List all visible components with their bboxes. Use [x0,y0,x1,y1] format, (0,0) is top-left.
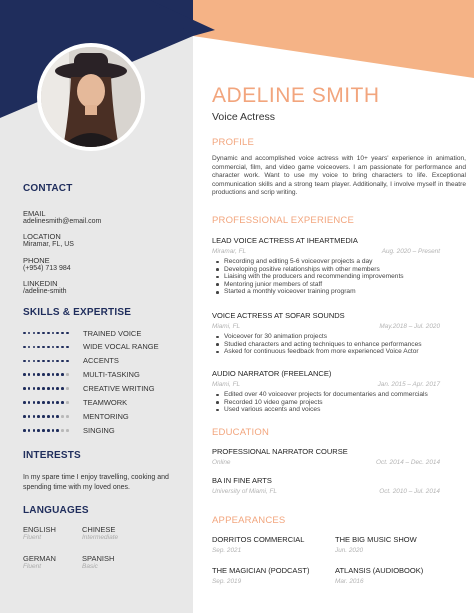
language-item [23,525,56,541]
rating-dot [56,387,59,390]
rating-dot [66,373,69,376]
rating-dot [47,373,50,376]
rating-dot [23,332,26,335]
job-location-3: Miami, FL [212,381,241,388]
email-label: EMAIL [23,209,46,218]
rating-dot [56,373,59,376]
bullet-item: Used various accents and voices [214,406,428,414]
language-item [23,554,56,570]
appearance-title-1: DORRITOS COMMERCIAL [212,535,305,544]
languages-heading: LANGUAGES [23,505,89,516]
job-dates-3: Jan. 2015 – Apr. 2017 [377,381,440,388]
appearance-date-4: Mar. 2016 [335,578,364,585]
rating-dot [47,415,50,418]
rating-dot [66,332,69,335]
rating-dot [52,415,55,418]
experience-heading: PROFESSIONAL EXPERIENCE [212,215,355,226]
rating-dot [52,332,55,335]
bullet-item: Asked for continuous feedback from more experienced Voice Actor [214,348,422,356]
rating-dot [33,401,36,404]
rating-dot [37,332,40,335]
job-bullets-2 [214,333,422,356]
rating-dot [66,415,69,418]
rating-dot [61,332,64,335]
skill-name: MENTORING [83,411,129,421]
language-level: Fluent [23,534,42,541]
skill-rating [23,360,83,363]
job-location-2: Miami, FL [212,323,241,330]
rating-dot [61,373,64,376]
bullet-item: Edited over 40 voiceover projects for documentaries and commercials [214,391,428,399]
bullet-item: Started a monthly voiceover training program [214,288,404,296]
rating-dot [42,332,45,335]
skill-item [23,411,129,421]
rating-dot [33,373,36,376]
skill-item [23,425,115,435]
rating-dot [42,415,45,418]
bullet-item: Recording and editing 5-6 voiceover projects a day [214,258,404,266]
skill-item [23,384,155,394]
rating-dot [42,346,45,349]
rating-dot [23,429,26,432]
skill-item [23,398,128,408]
linkedin-label: LINKEDIN [23,279,58,288]
job-dates-1: Aug. 2020 – Present [381,248,440,255]
rating-dot [37,387,40,390]
rating-dot [66,346,69,349]
language-name: CHINESE [82,525,116,534]
skill-item [23,342,159,352]
appearance-title-3: THE MAGICIAN (PODCAST) [212,566,310,575]
appearance-title-4: ATLANSIS (AUDIOBOOK) [335,566,424,575]
rating-dot [61,360,64,363]
rating-dot [23,401,26,404]
rating-dot [28,360,31,363]
bullet-item: Liaising with the producers and recommending improvements [214,273,404,281]
interests-text: In my spare time I enjoy travelling, cooking and spending time with my loved ones. [23,474,169,491]
rating-dot [47,387,50,390]
rating-dot [66,387,69,390]
rating-dot [56,346,59,349]
rating-dot [56,332,59,335]
contact-heading: CONTACT [23,183,73,194]
rating-dot [33,387,36,390]
bullet-item: Voiceover for 30 animation projects [214,333,422,341]
interests-heading: INTERESTS [23,450,81,461]
rating-dot [33,346,36,349]
rating-dot [42,387,45,390]
appearance-title-2: THE BIG MUSIC SHOW [335,535,417,544]
rating-dot [47,332,50,335]
rating-dot [47,360,50,363]
rating-dot [52,401,55,404]
rating-dot [47,401,50,404]
job-title-2: VOICE ACTRESS AT SOFAR SOUNDS [212,311,345,320]
rating-dot [56,360,59,363]
language-name: GERMAN [23,554,56,563]
skill-name: SINGING [83,425,115,435]
rating-dot [28,373,31,376]
profile-heading: PROFILE [212,137,255,148]
job-title-1: LEAD VOICE ACTRESS AT IHEARTMEDIA [212,236,358,245]
education-place-1: Online [212,459,231,466]
rating-dot [37,415,40,418]
appearance-date-2: Jun. 2020 [335,547,364,554]
rating-dot [42,429,45,432]
bullet-item: Developing positive relationships with other members [214,266,404,274]
education-heading: EDUCATION [212,427,270,438]
rating-dot [52,360,55,363]
rating-dot [52,373,55,376]
skill-rating [23,415,83,418]
language-level: Fluent [23,563,42,570]
linkedin-value[interactable]: /adeline-smith [23,288,67,295]
language-name: SPANISH [82,554,115,563]
rating-dot [28,332,31,335]
profile-text: Dynamic and accomplished voice actress with 10+ years' experience in animation, commercial, film, and video game voiceovers. I am passionate for performance and character work. Want to use my voice to bring characters to life. Exceptional communication skills and a strong team player. Additionally, I involve myself in theatre productions and scrip writing. [212,155,466,197]
job-title-3: AUDIO NARRATOR (FREELANCE) [212,369,332,378]
education-title-2: BA IN FINE ARTS [212,476,272,485]
rating-dot [23,360,26,363]
skill-rating [23,346,83,349]
bullet-item: Recorded 10 video game projects [214,399,428,407]
location-value: Miramar, FL, US [23,241,74,248]
profile-photo [37,43,145,151]
appearance-date-3: Sep. 2019 [212,578,242,585]
appearances-heading: APPEARANCES [212,515,286,526]
skill-rating [23,387,83,390]
job-bullets-1 [214,258,404,296]
skill-rating [23,373,83,376]
skill-item [23,356,119,366]
rating-dot [61,429,64,432]
skill-name: MULTI-TASKING [83,370,140,380]
job-bullets-3 [214,391,428,414]
portrait-image [41,47,141,147]
language-name: ENGLISH [23,525,56,534]
rating-dot [37,401,40,404]
rating-dot [52,346,55,349]
bullet-item: Mentoring junior members of staff [214,281,404,289]
location-label: LOCATION [23,232,61,241]
skills-heading: SKILLS & EXPERTISE [23,307,132,318]
rating-dot [47,429,50,432]
rating-dot [61,401,64,404]
education-dates-2: Oct. 2010 – Jul. 2014 [379,488,440,495]
rating-dot [23,415,26,418]
language-level: Basic [82,563,98,570]
education-place-2: University of Miami, FL [212,488,277,495]
job-location-1: Miramar, FL [212,248,247,255]
rating-dot [33,429,36,432]
job-title: Voice Actress [212,111,276,123]
rating-dot [28,387,31,390]
rating-dot [37,373,40,376]
rating-dot [37,346,40,349]
skill-rating [23,429,83,432]
skill-name: WIDE VOCAL RANGE [83,342,159,352]
rating-dot [66,360,69,363]
skill-name: CREATIVE WRITING [83,384,155,394]
rating-dot [37,360,40,363]
phone-label: PHONE [23,256,50,265]
rating-dot [42,373,45,376]
skill-rating [23,332,83,335]
rating-dot [23,387,26,390]
rating-dot [52,429,55,432]
email-value[interactable]: adelinesmith@email.com [23,218,102,225]
rating-dot [33,360,36,363]
rating-dot [56,415,59,418]
language-item [82,525,118,541]
skill-name: TEAMWORK [83,398,128,407]
rating-dot [23,346,26,349]
rating-dot [37,429,40,432]
rating-dot [28,346,31,349]
skill-item [23,370,140,380]
rating-dot [61,346,64,349]
rating-dot [23,373,26,376]
rating-dot [66,401,69,404]
rating-dot [28,429,31,432]
rating-dot [61,415,64,418]
rating-dot [28,415,31,418]
rating-dot [61,387,64,390]
language-level: Intermediate [82,534,119,541]
rating-dot [52,387,55,390]
education-title-1: PROFESSIONAL NARRATOR COURSE [212,447,348,456]
skill-rating [23,401,83,404]
bullet-item: Studied characters and acting techniques to enhance performances [214,341,422,349]
rating-dot [28,401,31,404]
rating-dot [47,346,50,349]
skill-item [23,328,142,338]
language-item [82,554,114,570]
rating-dot [42,401,45,404]
rating-dot [42,360,45,363]
rating-dot [56,401,59,404]
education-dates-1: Oct. 2014 – Dec. 2014 [376,459,440,466]
skill-name: ACCENTS [83,356,119,366]
appearance-date-1: Sep. 2021 [212,547,242,554]
rating-dot [33,415,36,418]
candidate-name: ADELINE SMITH [212,84,380,107]
phone-value[interactable]: (+954) 713 984 [23,265,71,272]
skill-name: TRAINED VOICE [83,328,142,338]
rating-dot [56,429,59,432]
rating-dot [66,429,69,432]
job-dates-2: May.2018 – Jul. 2020 [379,323,440,330]
rating-dot [33,332,36,335]
